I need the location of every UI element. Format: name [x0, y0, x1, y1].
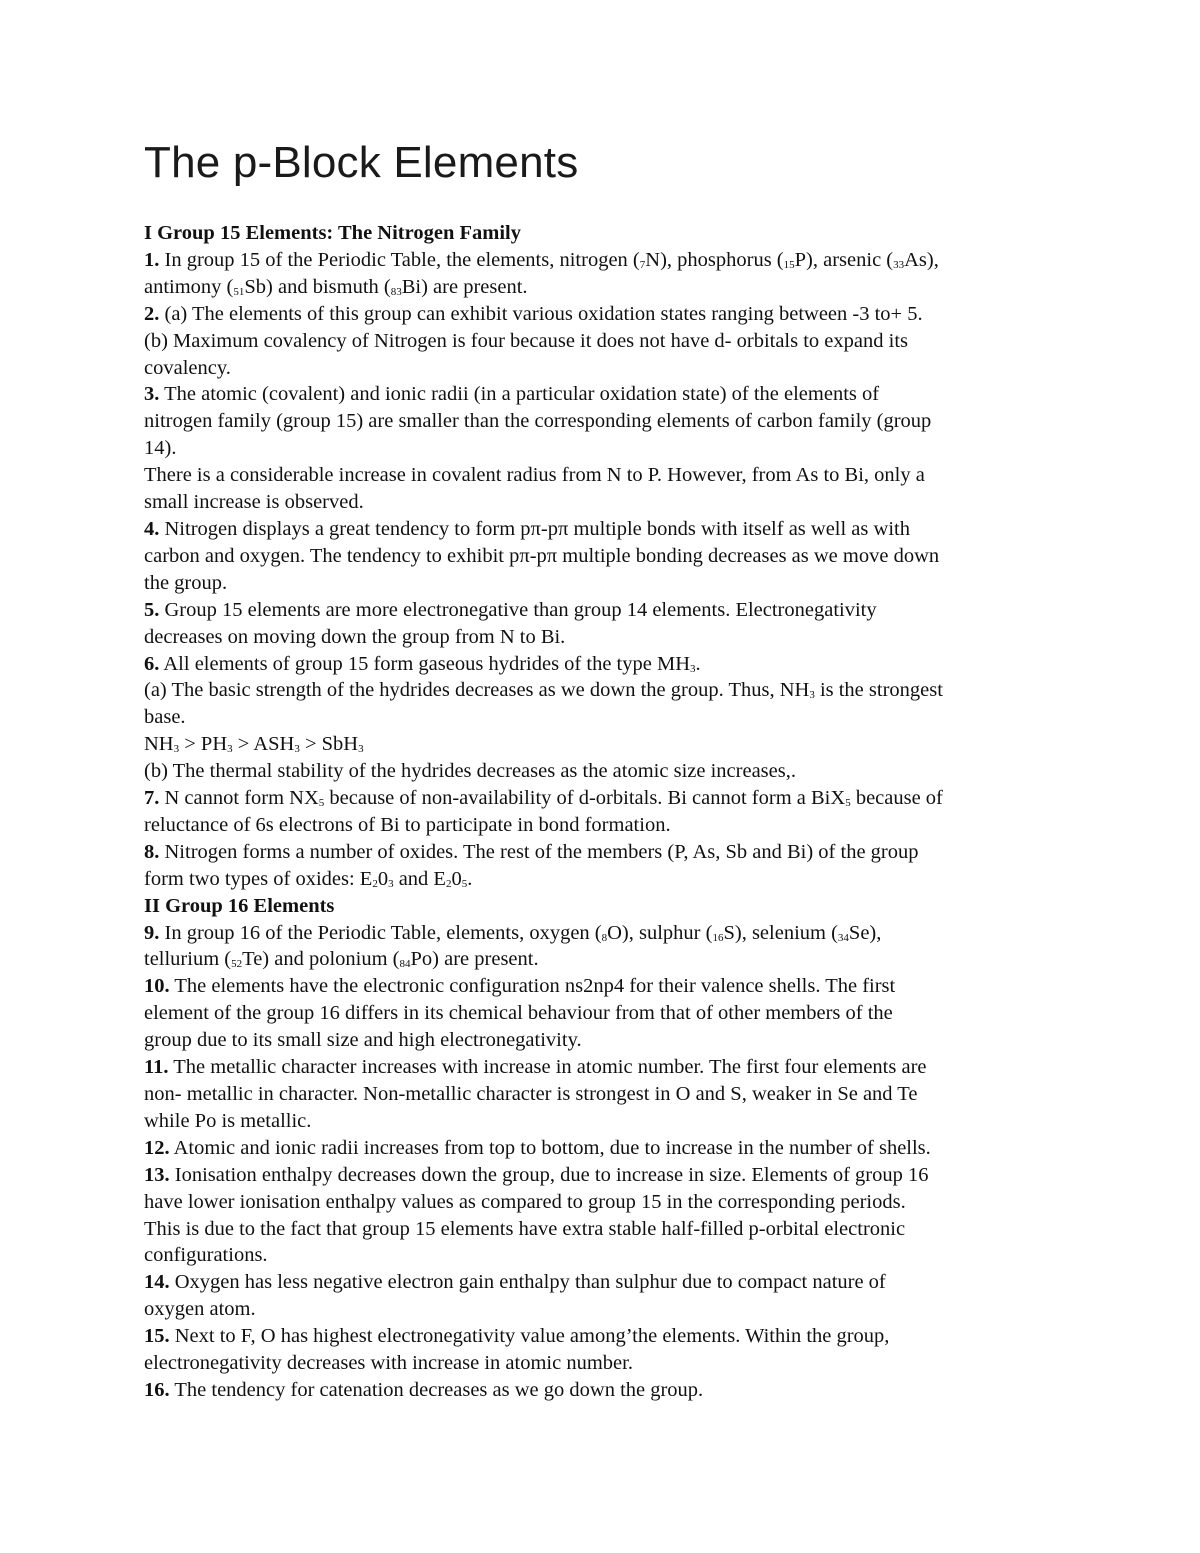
text-run: N cannot form NX — [159, 787, 319, 810]
text-run: Se), — [848, 921, 882, 944]
text-line — [144, 812, 1074, 839]
text-run: covalency. — [144, 356, 231, 379]
subscript: 3 — [227, 743, 233, 756]
text-line — [144, 946, 1074, 973]
text-line — [144, 489, 1074, 516]
text-run: group due to its small size and high electronegativity. — [144, 1029, 582, 1052]
text-run: In group 15 of the Periodic Table, the elements, nitrogen ( — [159, 248, 640, 271]
document-body — [144, 220, 1074, 1404]
text-run: Sb) and bismuth ( — [244, 275, 391, 298]
text-run: tellurium ( — [144, 948, 232, 971]
subscript: 5 — [845, 797, 851, 810]
text-run: Te) and polonium ( — [242, 948, 400, 971]
subscript: 2 — [372, 877, 378, 890]
bold-text: 6. — [144, 652, 160, 675]
text-run: base. — [144, 706, 186, 729]
text-run: carbon and oxygen. The tendency to exhibit pπ-pπ multiple bonding decreases as we move down — [144, 544, 940, 567]
bold-text: II Group 16 Elements — [144, 894, 335, 917]
text-run: antimony ( — [144, 275, 234, 298]
text-line — [144, 866, 1074, 893]
text-run: electronegativity decreases with increase in atomic number. — [144, 1352, 633, 1375]
text-line — [144, 1108, 1074, 1135]
text-run: Ionisation enthalpy decreases down the group, due to increase in size. Elements of group 16 — [169, 1163, 929, 1186]
text-line — [144, 462, 1074, 489]
text-line — [144, 1242, 1074, 1269]
text-run: Atomic and ionic radii increases from top to bottom, due to increase in the number of shells. — [169, 1136, 931, 1159]
text-run: This is due to the fact that group 15 elements have extra stable half-filled p-orbital electronic — [144, 1217, 906, 1240]
bold-text: 14. — [144, 1271, 170, 1294]
text-line — [144, 731, 1074, 758]
text-run: (b) The thermal stability of the hydrides decreases as the atomic size increases,. — [144, 760, 796, 783]
text-run: . — [467, 867, 473, 890]
text-run: In group 16 of the Periodic Table, elements, oxygen ( — [159, 921, 602, 944]
subscript: 16 — [712, 931, 724, 944]
text-line — [144, 920, 1074, 947]
text-run: The tendency for catenation decreases as we go down the group. — [169, 1378, 704, 1401]
subscript: 33 — [893, 258, 905, 271]
subscript: 7 — [639, 258, 646, 271]
text-run: > ASH — [232, 733, 295, 756]
text-line — [144, 570, 1074, 597]
text-line — [144, 543, 1074, 570]
text-line — [144, 624, 1074, 651]
bold-text: 8. — [144, 840, 160, 863]
text-line — [144, 301, 1074, 328]
text-run: decreases on moving down the group from N to Bi. — [144, 625, 566, 648]
text-run: Po) are present. — [410, 948, 539, 971]
text-run: Oxygen has less negative electron gain enthalpy than sulphur due to compact nature of — [169, 1271, 886, 1294]
text-run: element of the group 16 differs in its chemical behaviour from that of other members of the — [144, 1002, 893, 1025]
text-run: All elements of group 15 form gaseous hydrides of the type MH — [159, 652, 691, 675]
text-line — [144, 973, 1074, 1000]
document-title: The p-Block Elements — [144, 138, 579, 187]
text-run: P), arsenic ( — [794, 248, 894, 271]
text-run: nitrogen family (group 15) are smaller than the corresponding elements of carbon family (group — [144, 410, 932, 433]
text-line — [144, 1323, 1074, 1350]
text-run: > SbH — [299, 733, 359, 756]
subscript: 15 — [783, 258, 795, 271]
bold-text: I Group 15 Elements: The Nitrogen Family — [144, 222, 521, 244]
text-run: because of non-availability of d-orbitals. Bi cannot form a BiX — [324, 787, 846, 810]
bold-text: 9. — [144, 921, 160, 944]
bold-text: 11. — [144, 1056, 169, 1079]
text-run: Next to F, O has highest electronegativity value among’the elements. Within the group, — [169, 1325, 890, 1348]
text-run: N), phosphorus ( — [645, 248, 784, 271]
text-line — [144, 328, 1074, 355]
text-line — [144, 785, 1074, 812]
text-run: is the strongest — [814, 679, 943, 702]
subscript: 3 — [388, 877, 394, 890]
text-run: 0 — [377, 867, 389, 890]
bold-text: 4. — [144, 517, 160, 540]
text-line — [144, 220, 1074, 247]
bold-text: 5. — [144, 598, 160, 621]
bold-text: 3. — [144, 383, 160, 406]
text-line — [144, 516, 1074, 543]
text-line — [144, 1296, 1074, 1323]
subscript: 5 — [461, 877, 468, 890]
text-line — [144, 839, 1074, 866]
text-line — [144, 1216, 1074, 1243]
subscript: 3 — [809, 689, 815, 702]
text-run: non- metallic in character. Non-metallic character is strongest in O and S, weaker in Se and Te — [144, 1083, 918, 1105]
text-run: The metallic character increases with increase in atomic number. The first four elements are — [168, 1056, 927, 1079]
subscript: 34 — [837, 931, 849, 944]
text-line — [144, 247, 1074, 274]
text-run: and E — [393, 867, 446, 890]
bold-text: 10. — [144, 975, 170, 998]
text-line — [144, 651, 1074, 678]
text-run: The elements have the electronic configuration ns2np4 for their valence shells. The first — [169, 975, 896, 998]
subscript: 83 — [390, 285, 402, 298]
subscript: 3 — [358, 743, 364, 756]
text-run: Bi) are present. — [401, 275, 528, 298]
text-line — [144, 758, 1074, 785]
text-run: As), — [904, 248, 939, 271]
subscript: 2 — [445, 877, 452, 890]
text-run: The atomic (covalent) and ionic radii (in a particular oxidation state) of the elements of — [159, 383, 880, 406]
text-run: configurations. — [144, 1244, 268, 1267]
text-line — [144, 1054, 1074, 1081]
text-run: (a) The elements of this group can exhibit various oxidation states ranging between -3 to+ 5. — [159, 302, 923, 325]
text-run: . — [695, 652, 701, 675]
text-run: Nitrogen displays a great tendency to form pπ-pπ multiple bonds with itself as well as with — [159, 517, 910, 540]
text-run: Nitrogen forms a number of oxides. The rest of the members (P, As, Sb and Bi) of the group — [159, 840, 919, 863]
text-run: Group 15 elements are more electronegative than group 14 elements. Electronegativity — [159, 598, 877, 621]
text-line — [144, 1269, 1074, 1296]
text-line — [144, 677, 1074, 704]
text-line — [144, 1162, 1074, 1189]
text-run: (a) The basic strength of the hydrides decreases as we down the group. Thus, NH — [144, 679, 810, 702]
text-line — [144, 704, 1074, 731]
subscript: 3 — [173, 743, 180, 756]
subscript: 51 — [233, 285, 245, 298]
text-line — [144, 1081, 1074, 1108]
subscript: 84 — [399, 958, 411, 971]
bold-text: 12. — [144, 1136, 170, 1159]
text-line — [144, 893, 1074, 920]
text-line — [144, 1135, 1074, 1162]
subscript: 3 — [690, 662, 696, 675]
subscript: 52 — [231, 958, 243, 971]
text-line — [144, 408, 1074, 435]
text-run: 14). — [144, 437, 177, 460]
text-line — [144, 1027, 1074, 1054]
subscript: 8 — [601, 931, 608, 944]
text-line — [144, 435, 1074, 462]
text-run: (b) Maximum covalency of Nitrogen is four because it does not have d- orbitals to expand its — [144, 329, 908, 352]
text-run: while Po is metallic. — [144, 1109, 312, 1132]
text-run: O), sulphur ( — [607, 921, 713, 944]
text-run: small increase is observed. — [144, 491, 364, 514]
text-run: form two types of oxides: E — [144, 867, 373, 890]
bold-text: 16. — [144, 1378, 170, 1401]
bold-text: 2. — [144, 302, 160, 325]
text-line — [144, 597, 1074, 624]
text-run: reluctance of 6s electrons of Bi to participate in bond formation. — [144, 813, 671, 836]
text-line — [144, 1189, 1074, 1216]
bold-text: 7. — [144, 787, 160, 810]
text-run: NH — [144, 733, 174, 756]
text-run: have lower ionisation enthalpy values as compared to group 15 in the corresponding periods. — [144, 1190, 906, 1213]
text-run: S), selenium ( — [723, 921, 838, 944]
text-run: the group. — [144, 571, 228, 594]
text-line — [144, 1377, 1074, 1404]
text-line — [144, 1000, 1074, 1027]
bold-text: 15. — [144, 1325, 170, 1348]
text-run: There is a considerable increase in covalent radius from N to P. However, from As to Bi, only a — [144, 464, 925, 487]
bold-text: 1. — [144, 248, 160, 271]
text-run: > PH — [179, 733, 228, 756]
text-run: 0 — [451, 867, 462, 890]
text-line — [144, 1350, 1074, 1377]
subscript: 3 — [294, 743, 300, 756]
text-line — [144, 274, 1074, 301]
text-run: because of — [850, 787, 943, 810]
bold-text: 13. — [144, 1163, 170, 1186]
text-line — [144, 381, 1074, 408]
text-run: oxygen atom. — [144, 1298, 256, 1321]
text-line — [144, 355, 1074, 382]
subscript: 5 — [318, 797, 325, 810]
